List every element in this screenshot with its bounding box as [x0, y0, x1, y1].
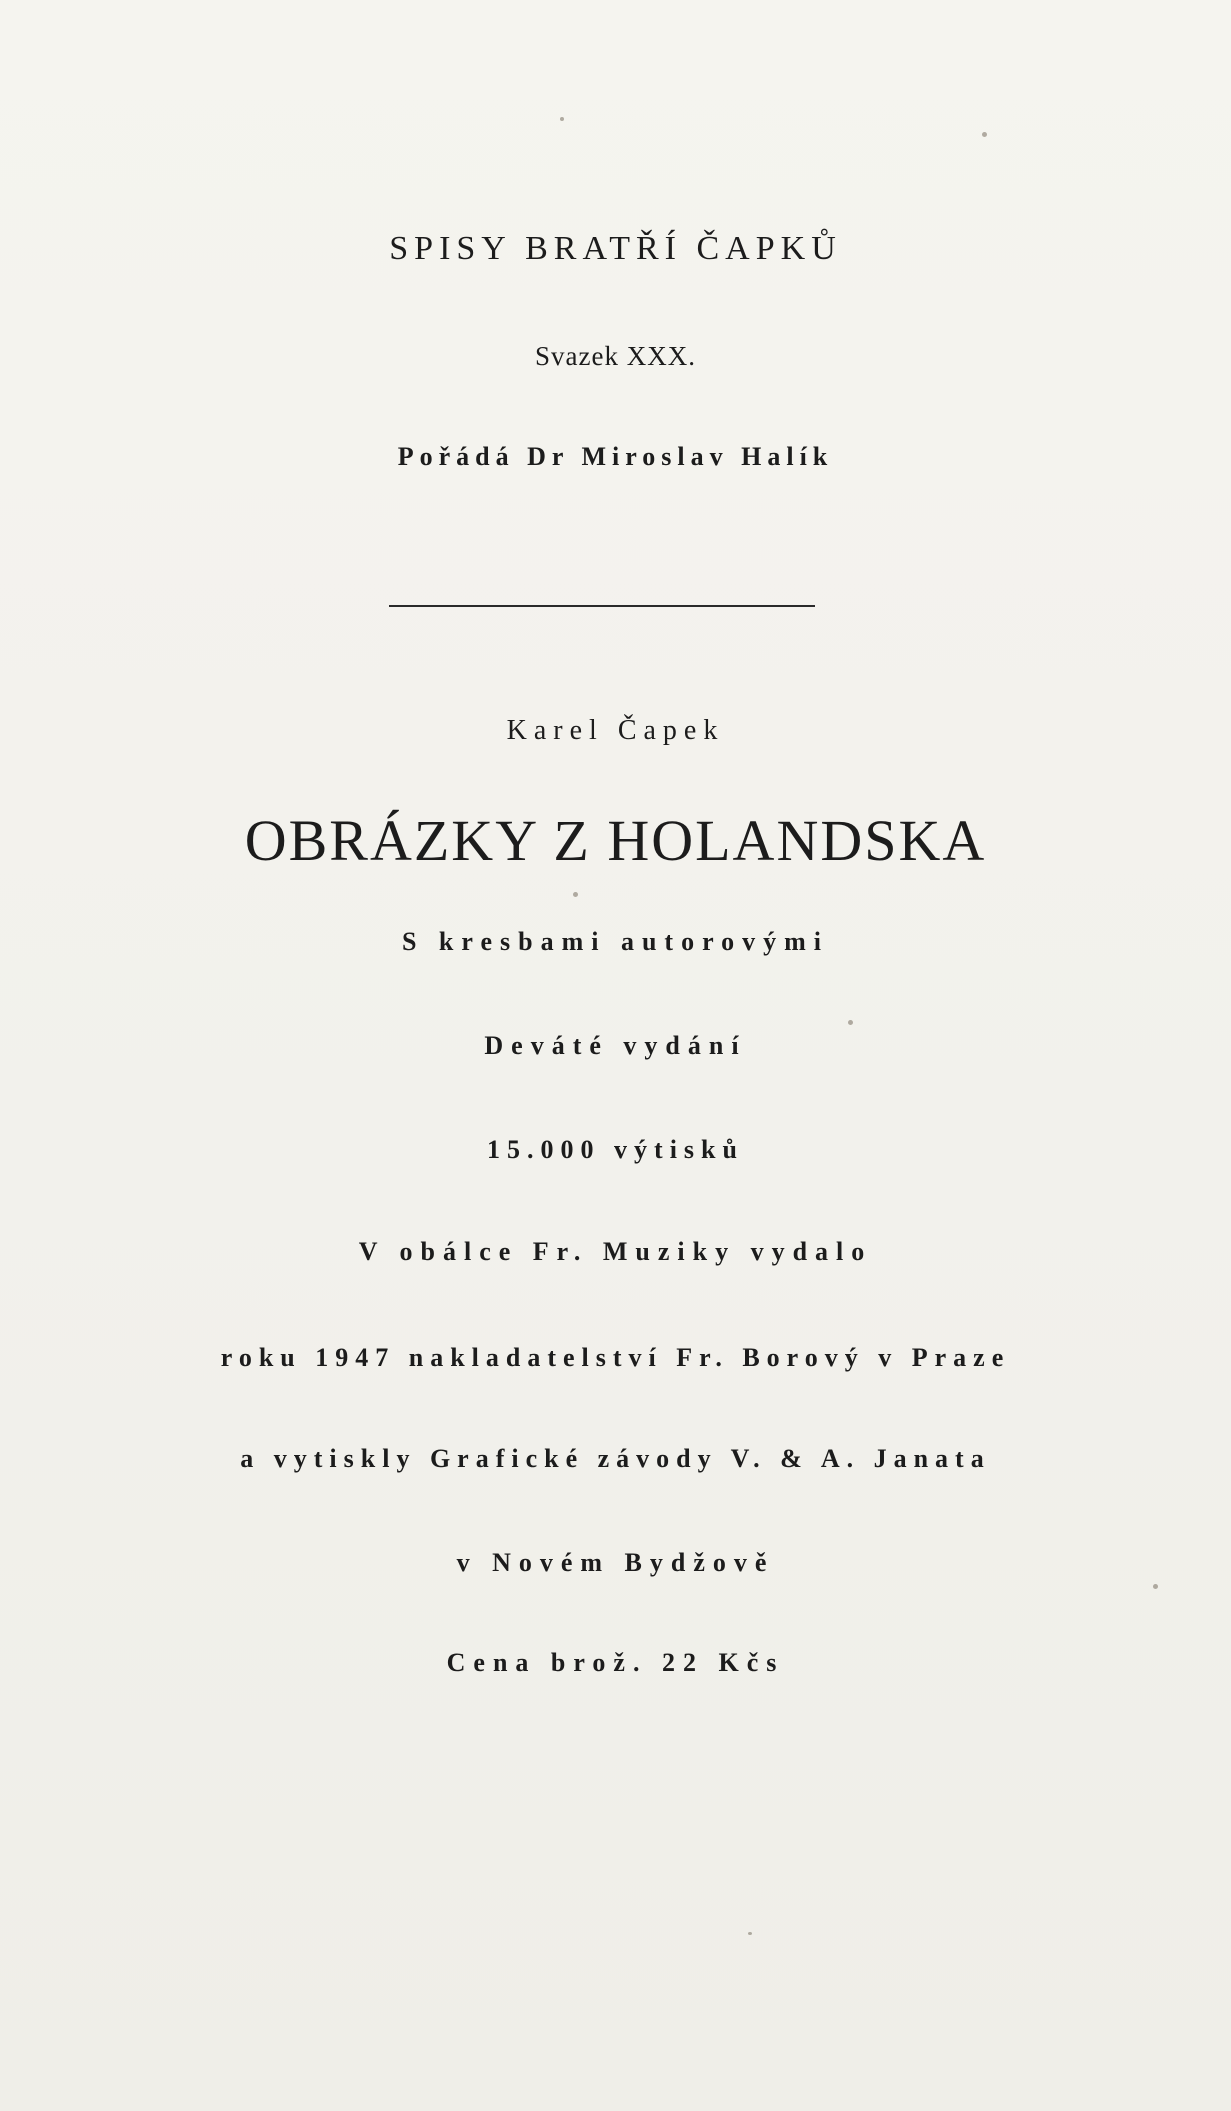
series-title: SPISY BRATŘÍ ČAPKŮ	[389, 230, 842, 267]
paper-speck	[573, 892, 578, 897]
publisher-line-2: roku 1947 nakladatelství Fr. Borový v Praze	[220, 1343, 1011, 1372]
book-title: OBRÁZKY Z HOLANDSKA	[244, 808, 987, 873]
editor-line: Pořádá Dr Miroslav Halík	[397, 442, 834, 471]
illustrations-note: S kresbami autorovými	[401, 927, 830, 956]
paper-speck	[748, 1932, 752, 1935]
volume-number: Svazek XXX.	[535, 341, 696, 371]
paper-speck	[982, 132, 987, 137]
paper-speck	[1153, 1584, 1158, 1589]
paper-speck	[560, 117, 564, 121]
paper-speck	[848, 1020, 853, 1025]
edition-line: Deváté vydání	[484, 1031, 747, 1060]
place-line: v Novém Bydžově	[456, 1548, 775, 1577]
divider-rule	[389, 605, 815, 607]
copies-line: 15.000 výtisků	[487, 1135, 744, 1164]
publisher-line-1: V obálce Fr. Muziky vydalo	[358, 1237, 873, 1266]
printer-line: a vytiskly Grafické závody V. & A. Janata	[240, 1444, 991, 1473]
author-name: Karel Čapek	[506, 715, 725, 746]
price-line: Cena brož. 22 Kčs	[446, 1648, 785, 1677]
